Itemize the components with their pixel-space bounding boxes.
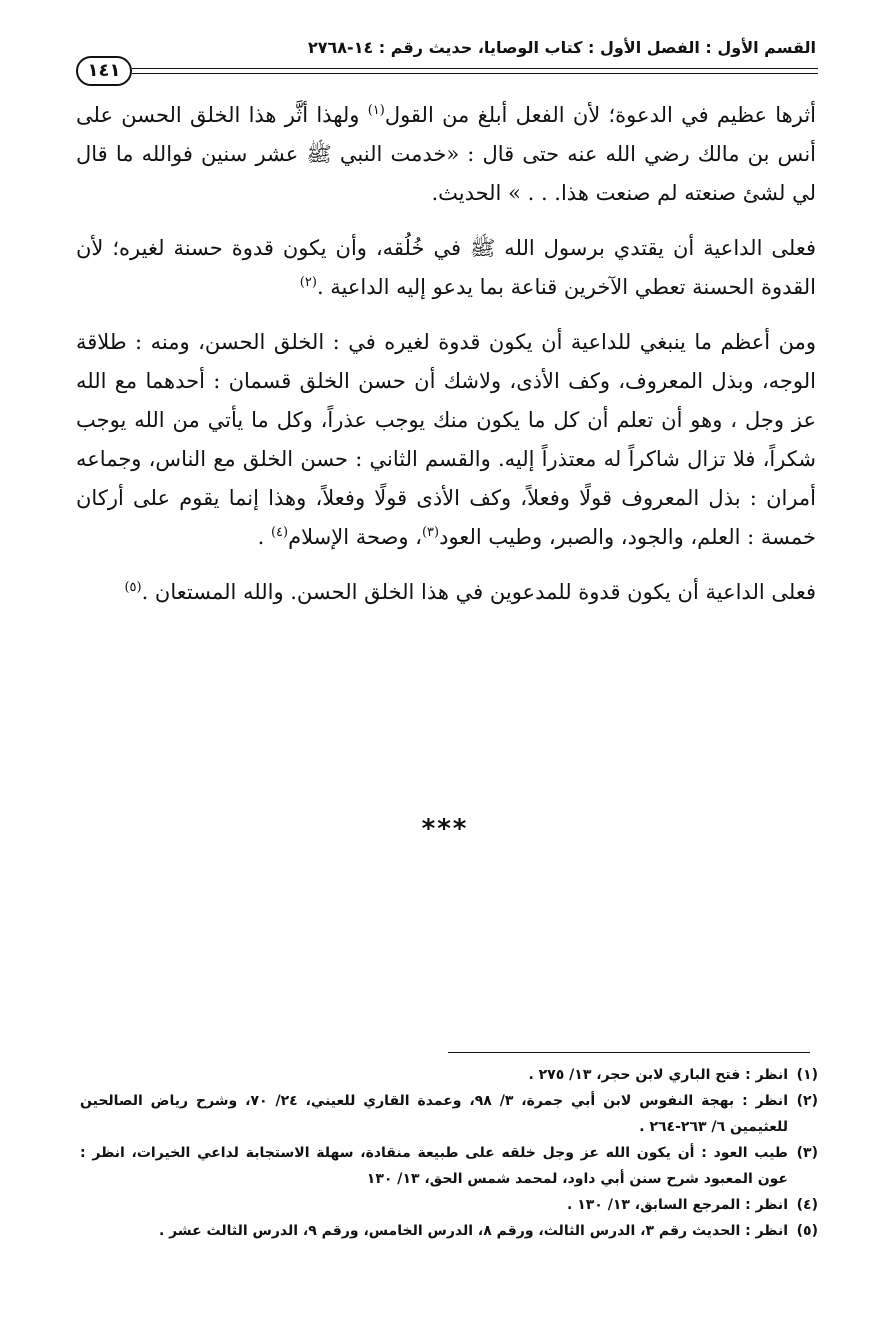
footnote-rule bbox=[448, 1052, 810, 1053]
footnote bbox=[80, 1192, 818, 1218]
footnote bbox=[80, 1088, 818, 1140]
footnote bbox=[80, 1218, 818, 1244]
footnote-ref: (٣) bbox=[421, 525, 440, 540]
footnote-text: انظر : فتح الباري لابن حجر، ١٣/ ٢٧٥ . bbox=[528, 1067, 788, 1083]
footnote-text: انظر : بهجة النفوس لابن أبي جمرة، ٣/ ٩٨، وعمدة القاري للعيني، ٢٤/ ٧٠، وشرح رياض الصالحين للعثيمين ٦/ ٢٦٣-٢٦٤ . bbox=[80, 1093, 788, 1135]
footnote bbox=[80, 1062, 818, 1088]
paragraph bbox=[76, 323, 816, 557]
footnote-ref: (١) bbox=[367, 103, 385, 118]
paragraph-text: أثرها عظيم في الدعوة؛ لأن الفعل أبلغ من القول bbox=[384, 103, 816, 127]
paragraph-text: فعلى الداعية أن يقتدي برسول الله ﷺ في خُلُقه، وأن يكون قدوة حسنة لغيره؛ لأن القدوة الحسنة تعطي الآخرين قناعة بما يدعو إليه الداعية . bbox=[76, 236, 816, 299]
paragraph bbox=[76, 229, 816, 307]
footnote-number: (٣) bbox=[796, 1145, 818, 1161]
running-header: القسم الأول : الفصل الأول : كتاب الوصايا، حديث رقم : ١٤-٢٧٦٨ bbox=[307, 38, 816, 57]
footnote-text: طيب العود : أن يكون الله عز وجل خلقه على طبيعة منقادة، سهلة الاستجابة لداعي الخيرات، انظر : عون المعبود شرح سنن أبي داود، لمحمد شمس الحق، ١٣/ ١٣٠ bbox=[80, 1145, 788, 1187]
paragraph-text: ولهذا أثَّر هذا الخلق الحسن على أنس بن مالك رضي الله عنه حتى قال : «خدمت النبي ﷺ عشر سنين فوالله ما قال لي لشئ صنعته لم صنعت هذا. . . » الحديث. bbox=[76, 103, 816, 205]
footnote-text: انظر : المرجع السابق، ١٣/ ١٣٠ . bbox=[567, 1197, 788, 1213]
paragraph-text: ومن أعظم ما ينبغي للداعية أن يكون قدوة لغيره في : الخلق الحسن، ومنه : طلاقة الوجه، وبذل المعروف، وكف الأذى، ولاشك أن حسن الخلق قسمان : أحدهما مع الله عز وجل ، وهو أن تعلم أن كل ما يكون منك يوجب عذراً، وكل ما يأتي من الله يوجب شكراً، فلا تزال شاكراً له معتذراً إليه. والقسم الثاني : حسن الخلق مع الناس، وجماعه أمران : بذل المعروف قولًا وفعلاً، وكف الأذى قولًا وفعلاً، وهذا إنما يقوم على أركان خمسة : العلم، والجود، والصبر، وطيب العود bbox=[76, 330, 816, 549]
footnote-ref: (٢) bbox=[299, 275, 317, 290]
header-rule bbox=[132, 68, 818, 74]
paragraph bbox=[76, 96, 816, 213]
paragraph-text: فعلى الداعية أن يكون قدوة للمدعوين في هذا الخلق الحسن. والله المستعان . bbox=[141, 580, 816, 604]
footnote-ref: (٥) bbox=[124, 580, 142, 595]
page-number: ١٤١ bbox=[76, 56, 132, 86]
paragraph-text: . bbox=[257, 525, 271, 549]
footnote-number: (٤) bbox=[796, 1197, 818, 1213]
section-separator: *** bbox=[421, 814, 469, 844]
footnote-ref: (٤) bbox=[270, 525, 289, 540]
footnote bbox=[80, 1140, 818, 1192]
body-text bbox=[76, 96, 816, 628]
paragraph bbox=[76, 573, 816, 612]
footnotes bbox=[80, 1062, 818, 1244]
footnote-text: انظر : الحديث رقم ٣، الدرس الثالث، ورقم ٨، الدرس الخامس، ورقم ٩، الدرس الثالث عشر . bbox=[158, 1223, 788, 1239]
footnote-number: (٢) bbox=[796, 1093, 818, 1109]
paragraph-text: ، وصحة الإسلام bbox=[288, 525, 422, 549]
footnote-number: (١) bbox=[796, 1067, 818, 1083]
footnote-number: (٥) bbox=[796, 1223, 818, 1239]
